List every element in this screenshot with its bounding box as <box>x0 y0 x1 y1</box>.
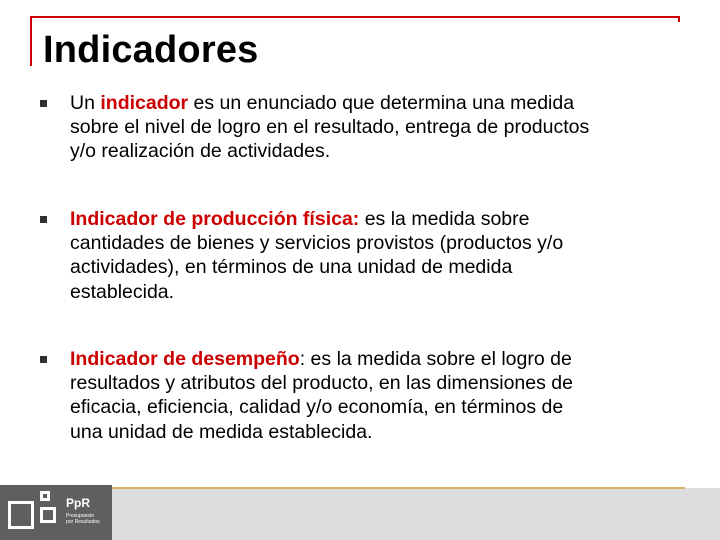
text-run: resultados y atributos del producto, en las dimensiones de <box>70 372 573 395</box>
bullet-line <box>70 371 715 395</box>
footer-divider <box>110 487 685 489</box>
text-run: una unidad de medida establecida. <box>70 420 373 443</box>
bullet-square-icon <box>40 100 47 107</box>
logo-subtitle: por Resultados <box>66 519 100 525</box>
bullet-line <box>70 280 715 304</box>
bullet-square-icon <box>40 216 47 223</box>
bullet-text <box>70 91 715 164</box>
text-run: sobre el nivel de logro en el resultado, entrega de productos <box>70 116 590 139</box>
text-run: : es la medida sobre el logro de <box>299 348 572 370</box>
bullet-text <box>70 347 715 444</box>
bullet-line <box>70 347 715 371</box>
text-run: es la medida sobre <box>359 208 530 230</box>
bullet-line <box>70 115 715 139</box>
bullet-square-icon <box>40 356 47 363</box>
bullet-text <box>70 207 715 304</box>
text-run: establecida. <box>70 280 175 303</box>
bullet-line <box>70 420 715 444</box>
bullet-line <box>70 207 715 231</box>
logo-square-icon <box>8 501 34 529</box>
logo-square-icon <box>40 491 50 501</box>
text-run: es un enunciado que determina una medida <box>188 92 575 114</box>
highlight-term: Indicador de desempeño <box>70 348 300 370</box>
bullet-line <box>70 255 715 279</box>
text-run: eficacia, eficiencia, calidad y/o economía, en términos de <box>70 396 564 419</box>
slide-title: Indicadores <box>43 29 259 71</box>
highlight-term: indicador <box>100 92 189 114</box>
ppr-logo <box>0 485 112 540</box>
bullet-line <box>70 139 715 163</box>
logo-square-icon <box>40 507 56 523</box>
text-run: cantidades de bienes y servicios provistos (productos y/o <box>70 232 564 255</box>
text-run: actividades), en términos de una unidad de medida <box>70 256 513 279</box>
logo-name: PpR <box>66 496 90 510</box>
highlight-term: Indicador de producción física: <box>70 208 360 230</box>
text-run: Un <box>70 92 101 114</box>
bullet-line <box>70 395 715 419</box>
bullet-line <box>70 91 715 115</box>
logo-subtitle: Presupuesto <box>66 513 95 519</box>
logo-text <box>66 497 100 525</box>
bullet-line <box>70 231 715 255</box>
text-run: y/o realización de actividades. <box>70 140 331 163</box>
